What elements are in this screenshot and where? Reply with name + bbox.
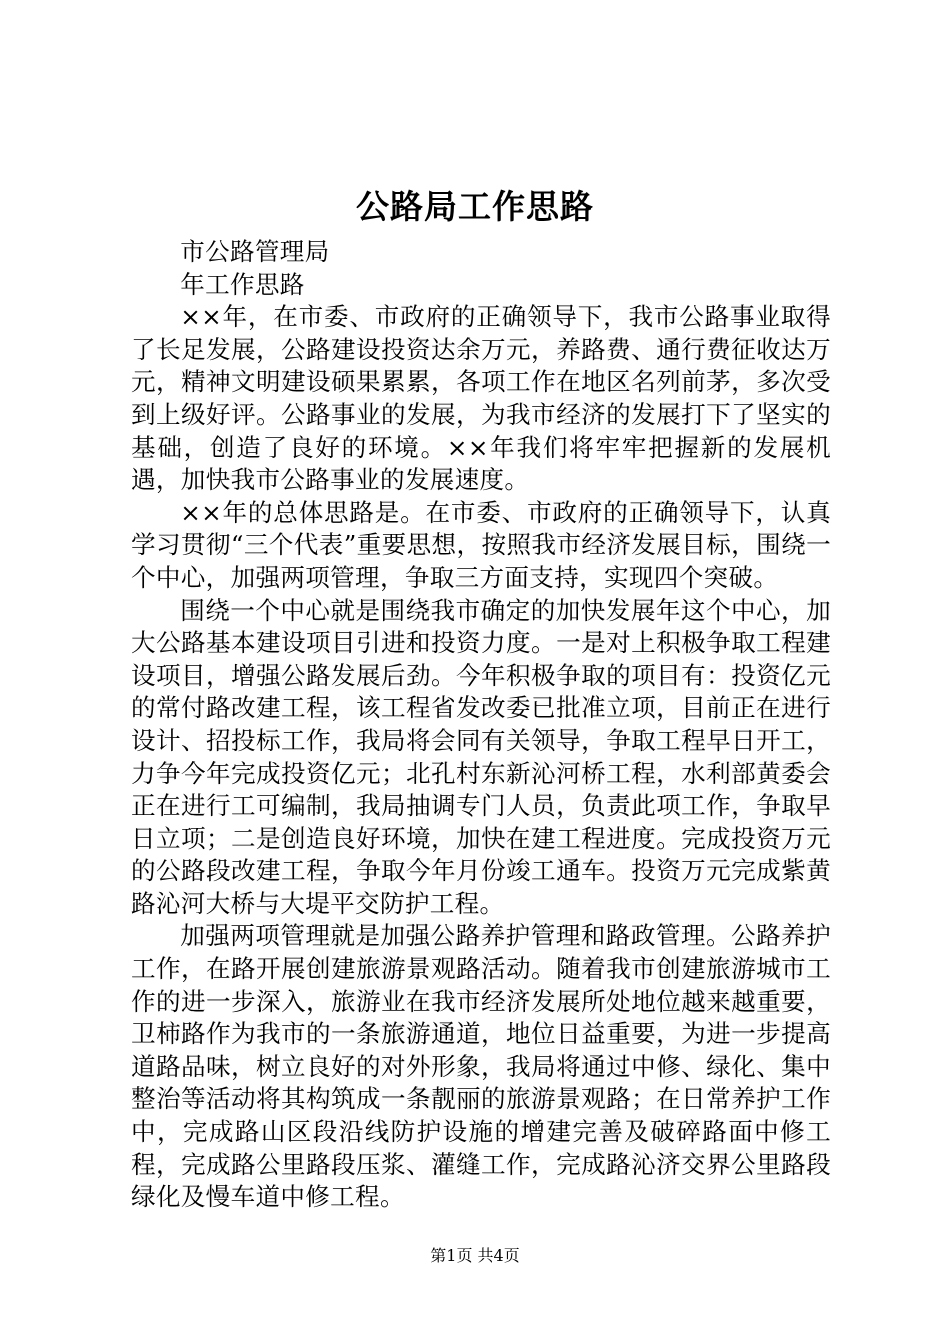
paragraph-review: ××年，在市委、市政府的正确领导下，我市公路事业取得了长足发展，公路建设投资达余万元，养路费、通行费征收达万元，精神文明建设硕果累累，各项工作在地区名列前茅，多次受到上级好评。公路事业的发展，为我市经济的发展打下了坚实的基础，创造了良好的环境。××年我们将牢牢把握新的发展机遇，加快我市公路事业的发展速度。 [131,302,831,495]
paragraph-two-management: 加强两项管理就是加强公路养护管理和路政管理。公路养护工作，在路开展创建旅游景观路活动。随着我市创建旅游城市工作的进一步深入，旅游业在我市经济发展所处地位越来越重要，卫柿路作为我市的一条旅游通道，地位日益重要，为进一步提高道路品味，树立良好的对外形象，我局将通过中修、绿化、集中整治等活动将其构筑成一条靓丽的旅游景观路；在日常养护工作中，完成路山区段沿线防护设施的增建完善及破碎路面中修工程，完成路公里路段压浆、灌缝工作，完成路沁济交界公里路段绿化及慢车道中修工程。 [131,921,831,1212]
paragraph-subtitle: 年工作思路 [180,269,305,299]
page-number-footer: 第1页 共4页 [430,1246,520,1265]
paragraph-org: 市公路管理局 [180,237,330,266]
document-body [131,236,831,1214]
paragraph-one-center: 围绕一个中心就是围绕我市确定的加快发展年这个中心，加大公路基本建设项目引进和投资力度。一是对上积极争取工程建设项目，增强公路发展后劲。今年积极争取的项目有：投资亿元的常付路改建工程，该工程省发改委已批准立项，目前正在进行设计、招投标工作，我局将会同有关领导，争取工程早日开工，力争今年完成投资亿元；北孔村东新沁河桥工程，水利部黄委会正在进行工可编制，我局抽调专门人员，负责此项工作，争取早日立项；二是创造良好环境，加快在建工程进度。完成投资万元的公路段改建工程，争取今年月份竣工通车。投资万元完成紫黄路沁河大桥与大堤平交防护工程。 [131,595,831,918]
paragraph-overall-plan: ××年的总体思路是。在市委、市政府的正确领导下，认真学习贯彻“三个代表”重要思想，按照我市经济发展目标，围绕一个中心，加强两项管理，争取三方面支持，实现四个突破。 [131,497,831,592]
document-title: 公路局工作思路 [356,187,594,226]
